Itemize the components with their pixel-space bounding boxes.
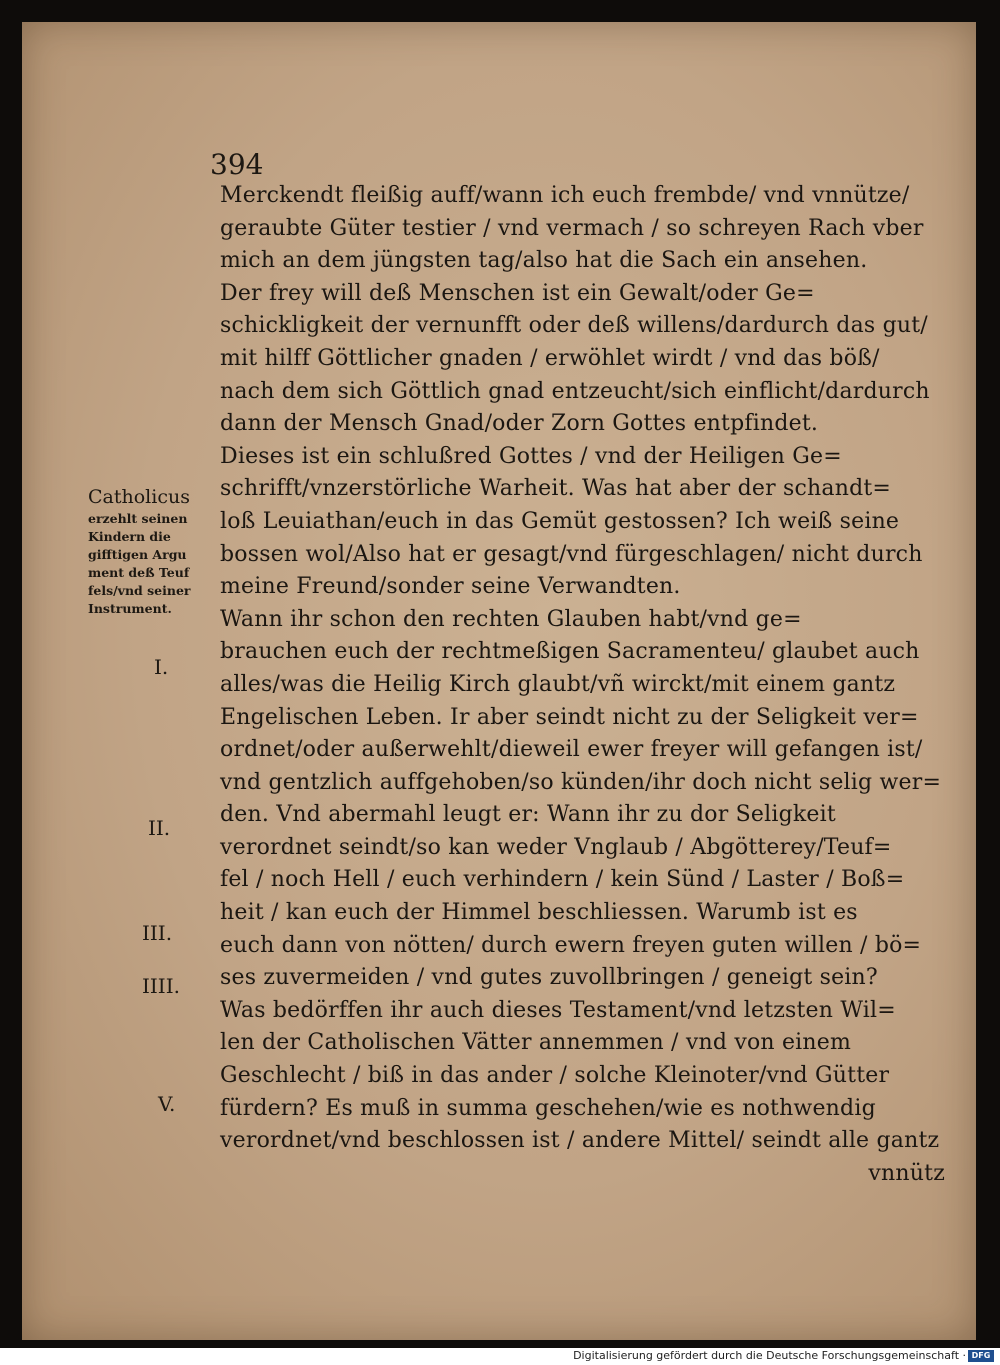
- text-line: euch dann von nötten/ durch ewern freyen guten willen / bö=: [220, 932, 922, 958]
- text-line: Dieses ist ein schlußred Gottes / vnd der Heiligen Ge=: [220, 443, 842, 469]
- margin-note: [88, 484, 218, 618]
- margin-note-line: fels/vnd seiner: [88, 583, 191, 598]
- text-line: fürdern? Es muß in summa geschehen/wie es nothwendig: [220, 1095, 876, 1121]
- text-line: vnnütz: [868, 1160, 945, 1186]
- text-line: Der frey will deß Menschen ist ein Gewalt/oder Ge=: [220, 280, 815, 306]
- text-line: Geschlecht / biß in das ander / solche Kleinoter/vnd Gütter: [220, 1063, 890, 1089]
- margin-note-line: erzehlt seinen: [88, 511, 188, 526]
- text-line: verordnet seindt/so kan weder Vnglaub / Abgötterey/Teuf=: [220, 834, 892, 860]
- text-line: alles/was die Heilig Kirch glaubt/vñ wirckt/mit einem gantz: [220, 671, 896, 697]
- text-line: schrifft/vnzerstörliche Warheit. Was hat aber der schandt=: [220, 476, 892, 502]
- footer-bar: [0, 1348, 1000, 1365]
- margin-numeral-5: V.: [158, 1092, 176, 1116]
- text-line: loß Leuiathan/euch in das Gemüt gestossen? Ich weiß seine: [220, 508, 900, 534]
- text-line: mit hilff Göttlicher gnaden / erwöhlet wirdt / vnd das böß/: [220, 345, 880, 371]
- text-line: dann der Mensch Gnad/oder Zorn Gottes entpfindet.: [220, 411, 819, 437]
- margin-numeral-1: I.: [154, 655, 169, 679]
- text-line: meine Freund/sonder seine Verwandten.: [220, 574, 681, 600]
- main-text-block: [220, 180, 945, 1190]
- text-line: verordnet/vnd beschlossen ist / andere Mittel/ seindt alle gantz: [220, 1128, 940, 1154]
- page-number: 394: [210, 148, 264, 181]
- text-line: vnd gentzlich auffgehoben/so künden/ihr doch nicht selig wer=: [220, 769, 942, 795]
- text-line: fel / noch Hell / euch verhindern / kein Sünd / Laster / Boß=: [220, 867, 905, 893]
- margin-numeral-4: IIII.: [142, 974, 180, 998]
- margin-note-line: Catholicus: [88, 486, 190, 508]
- text-line: Merckendt fleißig auff/wann ich euch frembde/ vnd vnnütze/: [220, 183, 910, 208]
- text-line: ordnet/oder außerwehlt/dieweil ewer freyer will gefangen ist/: [220, 737, 923, 763]
- margin-note-line: gifftigen Argu: [88, 547, 187, 562]
- margin-note-line: Instrument.: [88, 601, 172, 616]
- dfg-logo: DFG: [968, 1350, 994, 1362]
- text-line: den. Vnd abermahl leugt er: Wann ihr zu dor Seligkeit: [220, 802, 836, 828]
- text-line: bossen wol/Also hat er gesagt/vnd fürgeschlagen/ nicht durch: [220, 541, 923, 567]
- text-line: geraubte Güter testier / vnd vermach / so schreyen Rach vber: [220, 215, 924, 241]
- margin-numeral-2: II.: [148, 816, 171, 840]
- margin-note-line: Kindern die: [88, 529, 171, 544]
- text-line: heit / kan euch der Himmel beschliessen. Warumb ist es: [220, 900, 858, 926]
- margin-note-line: ment deß Teuf: [88, 565, 190, 580]
- text-line: mich an dem jüngsten tag/also hat die Sach ein ansehen.: [220, 248, 868, 274]
- text-line: Wann ihr schon den rechten Glauben habt/vnd ge=: [220, 606, 802, 632]
- text-line: nach dem sich Göttlich gnad entzeucht/sich einflicht/dardurch: [220, 378, 930, 404]
- margin-numeral-3: III.: [142, 921, 173, 945]
- text-line: brauchen euch der rechtmeßigen Sacramenteu/ glaubet auch: [220, 639, 920, 665]
- text-line: Was bedörffen ihr auch dieses Testament/vnd letzsten Wil=: [220, 997, 896, 1023]
- text-line: Engelischen Leben. Ir aber seindt nicht zu der Seligkeit ver=: [220, 704, 919, 730]
- text-line: len der Catholischen Vätter annemmen / vnd von einem: [220, 1030, 852, 1056]
- text-line: schickligkeit der vernunfft oder deß willens/dardurch das gut/: [220, 313, 928, 339]
- text-line: ses zuvermeiden / vnd gutes zuvollbringen / geneigt sein?: [220, 965, 878, 991]
- footer-credit: Digitalisierung gefördert durch die Deutsche Forschungsgemeinschaft ·: [573, 1349, 966, 1362]
